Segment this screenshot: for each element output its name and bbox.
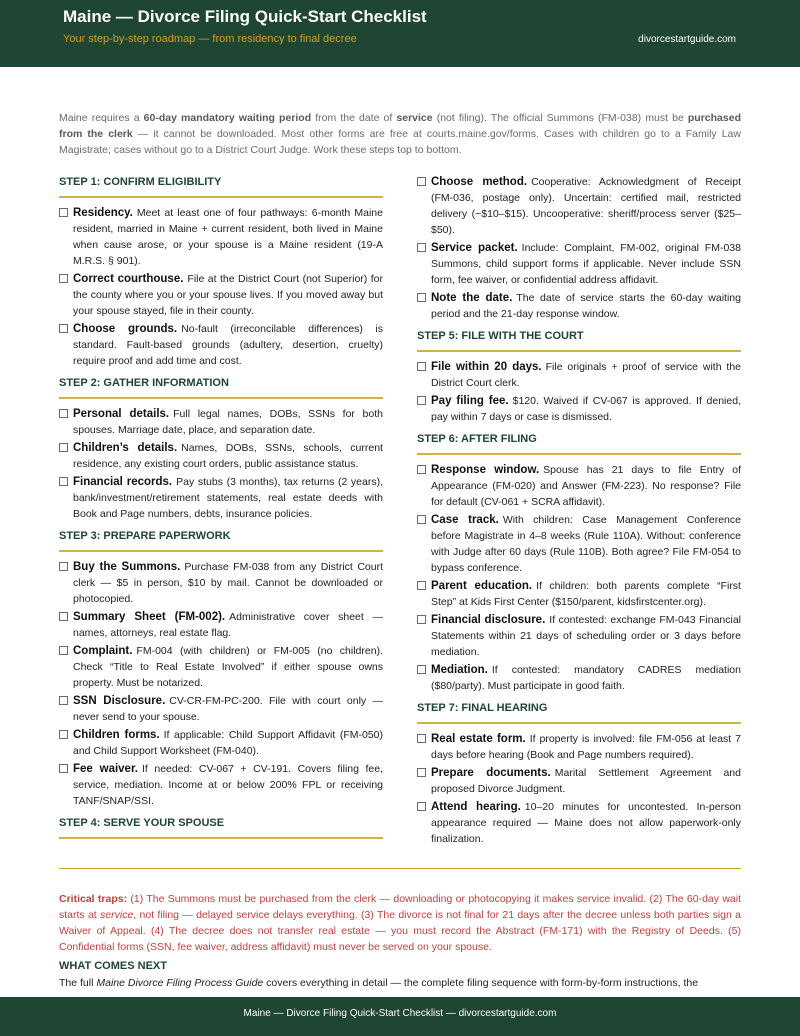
item-text: With children: Case Management Conference before Magistrate in 4–8 weeks (Rule 110A). Without: conference with Judge after 60 days (Rule 110B). Both agree? File FM-054 to bypass conference. [431,514,741,574]
checkbox[interactable] [417,396,426,405]
item-text: Purchase FM-038 from any District Court clerk — $5 in person, $10 by mail. Cannot be downloaded or photocopied. [73,561,383,605]
item-label: Fee waiver. [73,763,138,775]
step-divider [59,837,383,839]
intro-emphasis: purchased from the clerk [59,112,741,140]
item-text: Spouse has 21 days to file Entry of Appearance (FM-020) and Answer (FM-223). No response? File for default (CV-061 + SCRA affidavit). [431,464,741,508]
step-heading: STEP 6: AFTER FILING [417,433,537,445]
item-label: Residency. [73,207,133,219]
item-label: Financial disclosure. [431,614,546,626]
step-heading: STEP 7: FINAL HEARING [417,702,548,714]
checklist-item [59,727,383,759]
item-text: Full legal names, DOBs, SSNs for both spouses. Marriage date, place, and separation date. [73,408,383,436]
item-label: Summary Sheet (FM-002). [73,611,226,623]
checkbox[interactable] [417,465,426,474]
page-header [0,0,800,67]
item-text: If property is involved: file FM-056 at least 7 days before hearing (Book and Page numbers required). [431,733,741,761]
checkbox[interactable] [59,764,68,773]
checklist-item [417,765,741,797]
checklist-item [59,205,383,269]
item-text: Names, DOBs, SSNs, schools, current residence, any existing court orders, public assistance status. [73,442,383,470]
checklist-item [59,440,383,472]
intro-text: (not filing). The official Summons (FM-038) must be [432,112,688,124]
section-divider [59,868,741,869]
site-link[interactable]: divorcestartguide.com [638,34,736,45]
page-title: Maine — Divorce Filing Quick-Start Checklist [63,7,427,26]
item-text: FM-004 (with children) or FM-005 (no children). Check “Title to Real Estate Involved” if either spouse owns property. Must be notarized. [73,645,383,689]
checkbox[interactable] [417,734,426,743]
checkbox[interactable] [417,243,426,252]
checkbox[interactable] [59,562,68,571]
item-text: No-fault (irreconcilable differences) is standard. Fault-based grounds (adultery, desertion, cruelty) require proof and add time and cost. [73,323,383,367]
checklist-item [417,731,741,763]
item-text: File originals + proof of service with the District Court clerk. [431,361,742,389]
checkbox[interactable] [59,730,68,739]
item-text: If contested: mandatory CADRES mediation ($80/party). Must participate in good faith. [431,664,741,692]
step-5 [417,328,741,425]
left-column [59,174,383,846]
item-text: Cooperative: Acknowledgment of Receipt (FM-036, postage only). Uncertain: certified mail, restricted delivery (~$10–$15). Uncooperative: sheriff/process server ($25–$50). [431,176,741,236]
traps-text: (1) The Summons must be purchased from the clerk — downloading or photocopying it makes service invalid. (2) The 60-day wait starts at [59,893,741,921]
item-label: Attend hearing. [431,801,521,813]
item-label: File within 20 days. [431,361,542,373]
right-column [417,174,741,853]
page-subtitle: Your step-by-step roadmap — from residency to final decree [63,33,357,45]
checklist-item [417,290,741,322]
step-divider [59,550,383,552]
intro-text: Maine requires a [59,112,144,124]
item-label: Buy the Summons. [73,561,181,573]
checklist-item [59,761,383,809]
item-label: Mediation. [431,664,488,676]
item-text: 10–20 minutes for uncontested. In-person appearance required — Maine does not allow paperwork-only finalization. [431,801,741,845]
item-text: CV-CR-FM-PC-200. File with court only — never send to your spouse. [73,695,383,723]
step-heading: STEP 4: SERVE YOUR SPOUSE [59,817,225,829]
checkbox[interactable] [417,802,426,811]
checklist-item [417,359,741,391]
critical-traps [59,891,741,955]
next-heading: WHAT COMES NEXT [59,960,167,972]
checklist-item [417,512,741,576]
checklist-item [59,271,383,319]
intro-emphasis: service [396,112,433,124]
item-text: Administrative cover sheet — names, attorneys, real estate flag. [73,611,383,639]
checkbox[interactable] [417,768,426,777]
item-label: Real estate form. [431,733,526,745]
item-text: If needed: CV-067 + CV-191. Covers filing fee, service, mediation. Income at or below 200% FPL or receiving TANF/SNAP/SSI. [73,763,384,807]
step-heading: STEP 1: CONFIRM ELIGIBILITY [59,176,222,188]
checklist-item [417,799,741,847]
step-4-items [417,174,741,322]
checklist-item [59,474,383,522]
item-text: If children: both parents complete “First Step” at Kids First Center ($150/parent, kidsfirstcenter.org). [431,580,741,608]
item-label: Note the date. [431,292,513,304]
checklist-item [417,240,741,288]
checkbox[interactable] [59,696,68,705]
item-text: The date of service starts the 60-day waiting period and the 21-day response window. [431,292,741,320]
checkbox[interactable] [59,646,68,655]
item-label: Pay filing fee. [431,395,509,407]
checklist-item [59,693,383,725]
step-heading: STEP 2: GATHER INFORMATION [59,377,229,389]
checkbox[interactable] [417,665,426,674]
next-text: The full [59,977,97,989]
item-text: Marital Settlement Agreement and proposed Divorce Judgment. [431,767,741,795]
checkbox[interactable] [59,477,68,486]
checklist-item [417,612,741,660]
checkbox[interactable] [59,324,68,333]
checkbox[interactable] [417,615,426,624]
checkbox[interactable] [59,274,68,283]
traps-text: , not filing — delayed service delays everything. (3) The divorce is not final for 21 days after the decree unless both parties sign a Waiver of Appeal. (4) The decree does not transfer real estate — you must record the Abstract (FM-171) with the Registry of Deeds. (5) Confidential forms (SSN, fee waiver, address affidavit) must never be served on your spouse. [59,909,741,953]
traps-label: Critical traps: [59,893,128,905]
item-text: File at the District Court (not Superior) for the county where you or your spouse lives. If you moved away but your spouse stayed, file in their county. [73,273,383,317]
item-label: Personal details. [73,408,170,420]
checkbox[interactable] [59,612,68,621]
step-divider [417,722,741,724]
step-divider [59,397,383,399]
checkbox[interactable] [417,581,426,590]
checkbox[interactable] [417,177,426,186]
checkbox[interactable] [417,515,426,524]
checklist-item [417,462,741,510]
step-1 [59,174,383,369]
item-text: If contested: exchange FM-043 Financial Statements within 21 days of scheduling order or 3 days before mediation. [431,614,742,658]
step-2 [59,375,383,522]
intro-emphasis: 60-day mandatory waiting period [143,112,312,124]
footer-text: Maine — Divorce Filing Quick-Start Checklist — divorcestartguide.com [243,1008,557,1019]
item-label: Choose grounds. [73,323,178,335]
item-label: Response window. [431,464,540,476]
step-7 [417,700,741,847]
item-text: Pay stubs (3 months), tax returns (2 years), bank/investment/retirement statements, real estate deeds with Book and Page numbers, debts, insurance policies. [73,476,383,520]
checklist-item [417,578,741,610]
item-label: Financial records. [73,476,173,488]
page-footer [0,997,800,1036]
step-divider [417,350,741,352]
item-label: SSN Disclosure. [73,695,166,707]
step-4-heading-block [59,815,383,839]
checkbox[interactable] [417,362,426,371]
checkbox[interactable] [59,443,68,452]
step-heading: STEP 3: PREPARE PAPERWORK [59,530,231,542]
item-label: Correct courthouse. [73,273,184,285]
intro-paragraph [59,110,741,158]
step-6 [417,431,741,694]
step-3 [59,528,383,809]
item-label: Choose method. [431,176,528,188]
intro-text: from the date of [311,112,397,124]
checklist-item [59,643,383,691]
checklist-item [417,662,741,694]
item-label: Prepare documents. [431,767,551,779]
checklist-item [59,609,383,641]
item-text: If applicable: Child Support Affidavit (FM-050) and Child Support Worksheet (FM-040). [73,729,383,757]
item-label: Children’s details. [73,442,178,454]
checkbox[interactable] [59,208,68,217]
checklist-item [417,393,741,425]
item-label: Case track. [431,514,499,526]
item-text: Meet at least one of four pathways: 6-month Maine resident, married in Maine + current resident, both lived in Maine when cause arose, or your spouse is a Maine resident (19-A M.R.S. § 901). [73,207,383,267]
step-heading: STEP 5: FILE WITH THE COURT [417,330,584,342]
checklist-item [417,174,741,238]
next-paragraph [59,975,741,991]
item-label: Children forms. [73,729,160,741]
guide-title: Maine Divorce Filing Process Guide [96,977,264,989]
checklist-item [59,406,383,438]
checklist-item [59,321,383,369]
item-label: Parent education. [431,580,533,592]
item-text: $120. Waived if CV-067 is approved. If denied, pay within 7 days or case is dismissed. [431,395,741,423]
step-divider [59,196,383,198]
checkbox[interactable] [417,293,426,302]
item-label: Complaint. [73,645,133,657]
intro-text: — it cannot be downloaded. Most other forms are free at courts.maine.gov/forms. Cases with children go to a Family Law Magistrate; cases without go to a District Court Judge. Work these steps top to bottom. [59,128,741,156]
checkbox[interactable] [59,409,68,418]
traps-emphasis: service [100,909,134,921]
checklist-item [59,559,383,607]
step-divider [417,453,741,455]
item-text: Include: Complaint, FM-002, original FM-038 Summons, child support forms if applicable. Never include SSN form, fee waiver, or confidential address affidavit. [431,242,741,286]
item-label: Service packet. [431,242,518,254]
next-text: covers everything in detail — the complete filing sequence with form-by-form instructions, the [263,977,699,989]
